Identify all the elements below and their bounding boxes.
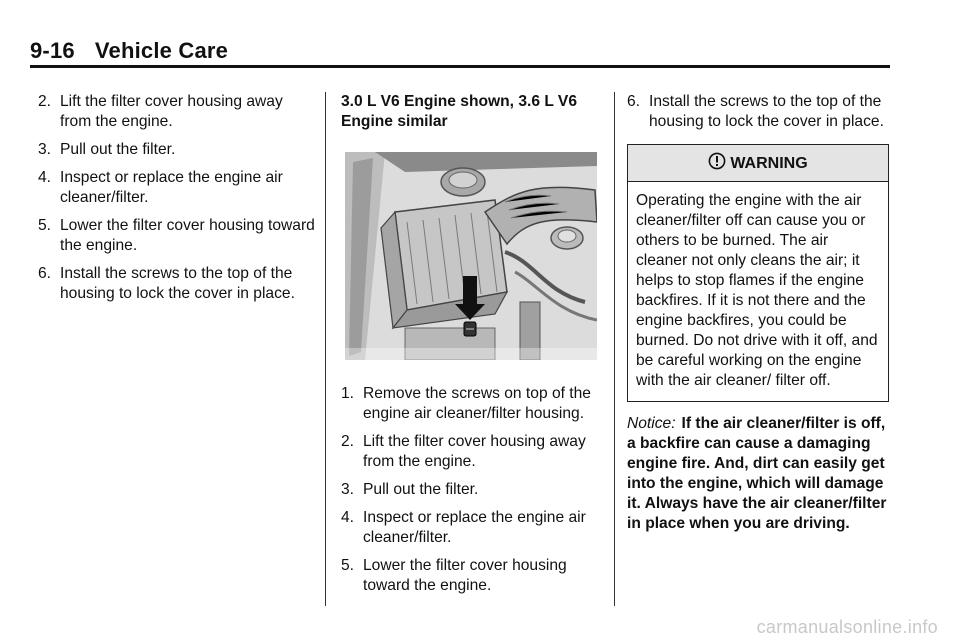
notice-label: Notice:	[627, 415, 676, 432]
header-rule	[30, 65, 890, 68]
notice	[627, 414, 889, 534]
list-item: 4. Inspect or replace the engine air cleaner/filter.	[38, 169, 283, 206]
step-list	[627, 92, 889, 132]
list-item: 1. Remove the screws on top of the engine air cleaner/filter housing.	[341, 385, 591, 422]
engine-air-cleaner-figure	[345, 152, 597, 360]
step-list	[38, 92, 316, 304]
column-2	[341, 92, 603, 604]
step-list	[341, 384, 603, 596]
list-item: 4. Inspect or replace the engine air cleaner/filter.	[341, 509, 586, 546]
list-item: 5. Lower the filter cover housing toward the engine.	[38, 217, 315, 254]
engine-illustration	[345, 152, 597, 360]
column-divider-2	[614, 92, 615, 606]
notice-text: If the air cleaner/filter is off, a backfire can cause a damaging engine fire. And, dirt can easily get into the engine, which will damage it. Always have the air cleaner/filter in place when you are driving.	[627, 415, 887, 532]
warning-body: Operating the engine with the air cleaner/filter off can cause you or others to be burned. The air cleaner not only cleans the air; it helps to stop flames if the engine backfires. If it is not there and the engine backfires, you could be burned. Do not drive with it off, and be careful working on the engine with the air cleaner/ filter off.	[636, 192, 878, 389]
list-item: 3. Pull out the filter.	[341, 481, 479, 498]
list-item: 3. Pull out the filter.	[38, 141, 176, 158]
list-item: 6. Install the screws to the top of the housing to lock the cover in place.	[38, 265, 295, 302]
page-number: 9-16	[30, 38, 75, 63]
column-1	[38, 92, 316, 312]
column-divider-1	[325, 92, 326, 606]
list-item: 2. Lift the filter cover housing away from the engine.	[38, 93, 283, 130]
list-item: 6. Install the screws to the top of the housing to lock the cover in place.	[627, 93, 884, 130]
figure-caption: 3.0 L V6 Engine shown, 3.6 L V6 Engine similar	[341, 93, 578, 130]
list-item: 2. Lift the filter cover housing away from the engine.	[341, 433, 586, 470]
section-title: Vehicle Care	[94, 38, 229, 63]
warning-header	[628, 145, 888, 182]
warning-title: WARNING	[730, 155, 808, 172]
warning-box	[627, 144, 889, 402]
warning-triangle-icon	[708, 147, 726, 185]
watermark: carmanualsonline.info	[756, 617, 938, 637]
column-3	[627, 92, 889, 534]
list-item: 5. Lower the filter cover housing toward the engine.	[341, 557, 567, 594]
page-header	[30, 38, 228, 64]
